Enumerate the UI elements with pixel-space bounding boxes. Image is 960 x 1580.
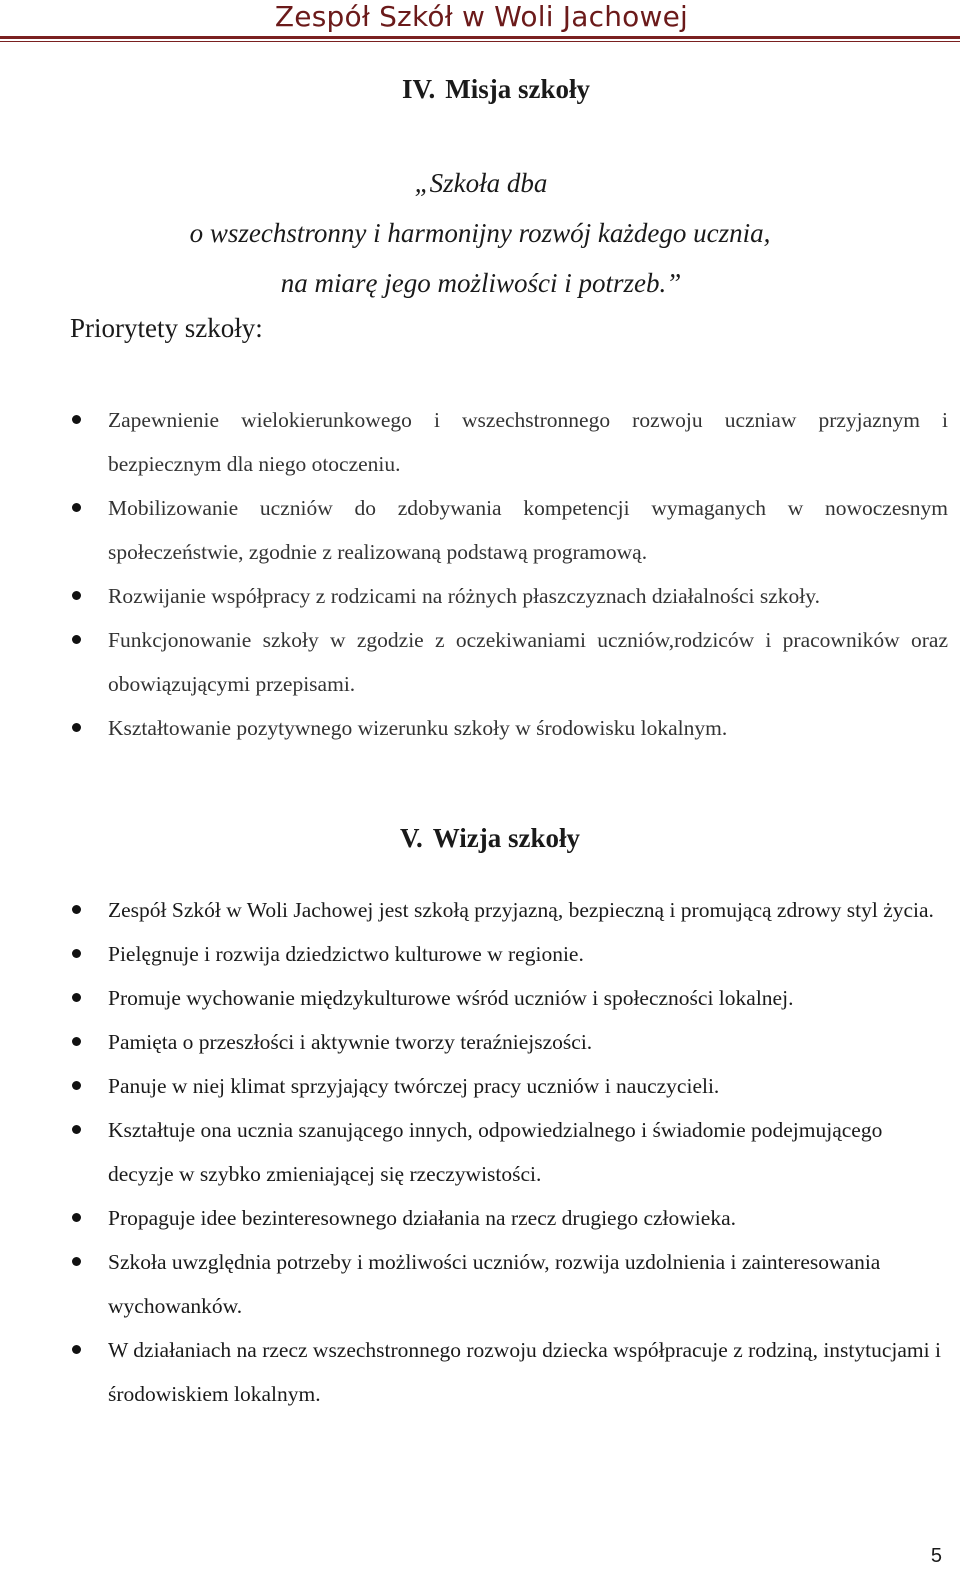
vision-text: W działaniach na rzecz wszechstronnego rozwoju dziecka współpracuje z rodziną, instytucjami i środowiskiem lokalnym. [108, 1338, 941, 1406]
bullet-icon [72, 723, 81, 732]
bullet-icon [72, 635, 81, 644]
bullet-icon [72, 1345, 81, 1354]
priorities-list [0, 398, 960, 750]
priority-text: Rozwijanie współpracy z rodzicami na różnych płaszczyznach działalności szkoły. [108, 584, 820, 608]
list-item [0, 1108, 960, 1196]
list-item [0, 486, 960, 574]
mission-section-title [16, 74, 960, 105]
vision-text: Szkoła uwzględnia potrzeby i możliwości uczniów, rozwija uzdolnienia i zainteresowania wychowanków. [108, 1250, 881, 1318]
vision-text: Kształtuje ona ucznia szanującego innych, odpowiedzialnego i świadomie podejmującego decyzje w szybko zmieniającej się rzeczywistości. [108, 1118, 883, 1186]
priorities-label: Priorytety szkoły: [70, 313, 263, 343]
bullet-icon [72, 1213, 81, 1222]
bullet-icon [72, 503, 81, 512]
bullet-icon [72, 949, 81, 958]
list-item [0, 1328, 960, 1416]
bullet-icon [72, 415, 81, 424]
list-item [0, 574, 960, 618]
bullet-icon [72, 1257, 81, 1266]
list-item [0, 888, 960, 932]
list-item [0, 976, 960, 1020]
bullet-icon [72, 993, 81, 1002]
priority-text: Mobilizowanie uczniów do zdobywania kompetencji wymaganych w nowoczesnym społeczeństwie, zgodnie z realizowaną podstawą programową. [108, 496, 948, 564]
vision-text: Propaguje idee bezinteresownego działania na rzecz drugiego człowieka. [108, 1206, 736, 1230]
vision-text: Promuje wychowanie międzykulturowe wśród uczniów i społeczności lokalnej. [108, 986, 794, 1010]
bullet-icon [72, 1125, 81, 1134]
bullet-icon [72, 905, 81, 914]
motto-line: „Szkoła dba [414, 168, 548, 198]
bullet-icon [72, 1037, 81, 1046]
motto-line: na miarę jego możliwości i potrzeb.” [280, 268, 682, 298]
vision-text: Panuje w niej klimat sprzyjający twórczej pracy uczniów i nauczycieli. [108, 1074, 720, 1098]
header-rule-thin [0, 41, 960, 42]
vision-section-title [10, 823, 960, 854]
bullet-icon [72, 1081, 81, 1090]
list-item [0, 1240, 960, 1328]
bullet-icon [72, 591, 81, 600]
vision-section-number: V. [399, 823, 423, 853]
priority-text: Zapewnienie wielokierunkowego i wszechstronnego rozwoju uczniaw przyjaznym i bezpiecznym dla niego otoczeniu. [108, 408, 948, 476]
vision-text: Zespół Szkół w Woli Jachowej jest szkołą przyjazną, bezpieczną i promującą zdrowy styl życia. [108, 898, 934, 922]
vision-text: Pamięta o przeszłości i aktywnie tworzy teraźniejszości. [108, 1030, 593, 1054]
list-item [0, 618, 960, 706]
list-item [0, 1196, 960, 1240]
page-header [0, 0, 960, 44]
page-number: 5 [930, 1545, 942, 1567]
vision-list [0, 888, 960, 1416]
list-item [0, 1064, 960, 1108]
mission-section-number: IV. [401, 74, 436, 104]
list-item [0, 706, 960, 750]
list-item [0, 1020, 960, 1064]
list-item [0, 932, 960, 976]
motto-line: o wszechstronny i harmonijny rozwój każdego ucznia, [189, 218, 771, 248]
school-motto [0, 158, 960, 308]
vision-section-heading: Wizja szkoły [432, 823, 581, 853]
priority-text: Kształtowanie pozytywnego wizerunku szkoły w środowisku lokalnym. [108, 716, 728, 740]
header-rule-thick [0, 36, 960, 39]
header-title: Zespół Szkół w Woli Jachowej [274, 0, 688, 33]
priority-text: Funkcjonowanie szkoły w zgodzie z oczekiwaniami uczniów,rodziców i pracowników oraz obowiązującymi przepisami. [108, 628, 948, 696]
mission-section-heading: Misja szkoły [445, 74, 591, 104]
list-item [0, 398, 960, 486]
vision-text: Pielęgnuje i rozwija dziedzictwo kulturowe w regionie. [108, 942, 584, 966]
